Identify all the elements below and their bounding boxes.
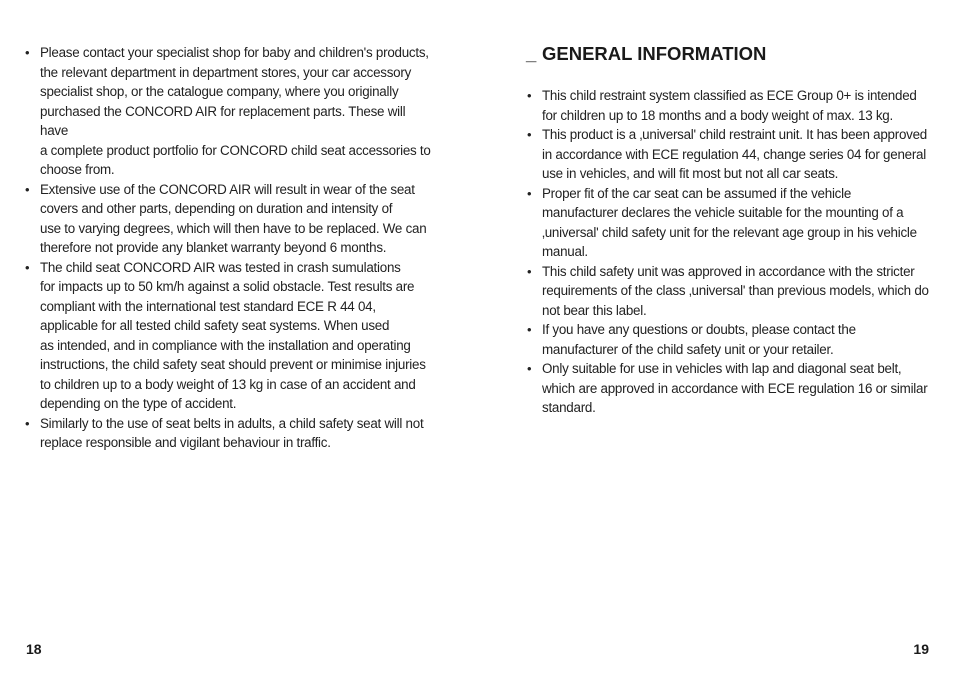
bullet-icon: • (25, 181, 30, 197)
left-bullet-list (24, 43, 434, 453)
list-item (24, 414, 434, 453)
heading-text: GENERAL INFORMATION (542, 43, 767, 64)
list-item (24, 180, 434, 258)
list-item-text: Similarly to the use of seat belts in adults, a child safety seat will not replace responsible and vigilant behaviour in traffic. (40, 415, 424, 450)
list-item (526, 320, 936, 359)
list-item-text: Extensive use of the CONCORD AIR will result in wear of the seat covers and other parts, depending on duration and intensity of use to varying degrees, which will then have to be replaced. We can therefore not provide any blanket warranty beyond 6 months. (40, 181, 427, 255)
list-item-text: This product is a ‚universal' child restraint unit. It has been approved in accordance with ECE regulation 44, change series 04 for general use in vehicles, and will fit most but not all car seats. (542, 127, 928, 181)
list-item (526, 359, 936, 418)
page-number-right: 19 (913, 641, 929, 657)
right-bullet-list (526, 86, 936, 418)
bullet-icon: • (25, 259, 30, 275)
list-item (526, 262, 936, 321)
heading-prefix: _ (526, 43, 537, 64)
bullet-icon: • (527, 322, 532, 337)
list-item (526, 125, 936, 184)
list-item-text: Only suitable for use in vehicles with lap and diagonal seat belt, which are approved in accordance with ECE regulation 16 or similar standard. (542, 361, 928, 415)
page-number-left: 18 (26, 641, 42, 657)
bullet-icon: • (527, 88, 532, 103)
left-page-column (24, 43, 434, 453)
list-item-text: This child safety unit was approved in accordance with the stricter requirements of the class ‚universal' than previous models, which do not bear this label. (542, 263, 929, 318)
list-item-text: Please contact your specialist shop for baby and children's products, the relevant department in department stores, your car accessory specialist shop, or the catalogue company, where you originally purchased the CONCORD AIR for replacement parts. These will have a complete product portfolio for CONCORD child seat accessories to choose from. (40, 45, 431, 177)
list-item (526, 184, 936, 262)
section-heading (526, 43, 936, 65)
list-item-text: Proper fit of the car seat can be assumed if the vehicle manufacturer declares the vehicle suitable for the mounting of a ‚universal' child safety unit for the relevant age group in his vehicle manual. (542, 185, 917, 259)
list-item-text: This child restraint system classified as ECE Group 0+ is intended for children up to 18 months and a body weight of max. 13 kg. (542, 88, 917, 123)
bullet-icon: • (527, 185, 532, 201)
list-item-text: The child seat CONCORD AIR was tested in crash sumulations for impacts up to 50 km/h against a solid obstacle. Test results are compliant with the international test standard ECE R 44 04, applicable for all tested child safety seat systems. When used as intended, and in compliance with the installation and operating instructions, the child safety seat should prevent or minimise injuries to children up to a body weight of 13 kg in case of an accident and depending on the type of accident. (40, 259, 426, 411)
bullet-icon: • (25, 415, 30, 431)
bullet-icon: • (527, 127, 532, 142)
right-page-column (526, 43, 936, 418)
list-item (24, 258, 434, 414)
bullet-icon: • (527, 361, 532, 376)
bullet-icon: • (25, 45, 30, 60)
bullet-icon: • (527, 263, 532, 279)
list-item-text: If you have any questions or doubts, please contact the manufacturer of the child safety unit or your retailer. (542, 322, 856, 357)
list-item (526, 86, 936, 125)
list-item (24, 43, 434, 180)
